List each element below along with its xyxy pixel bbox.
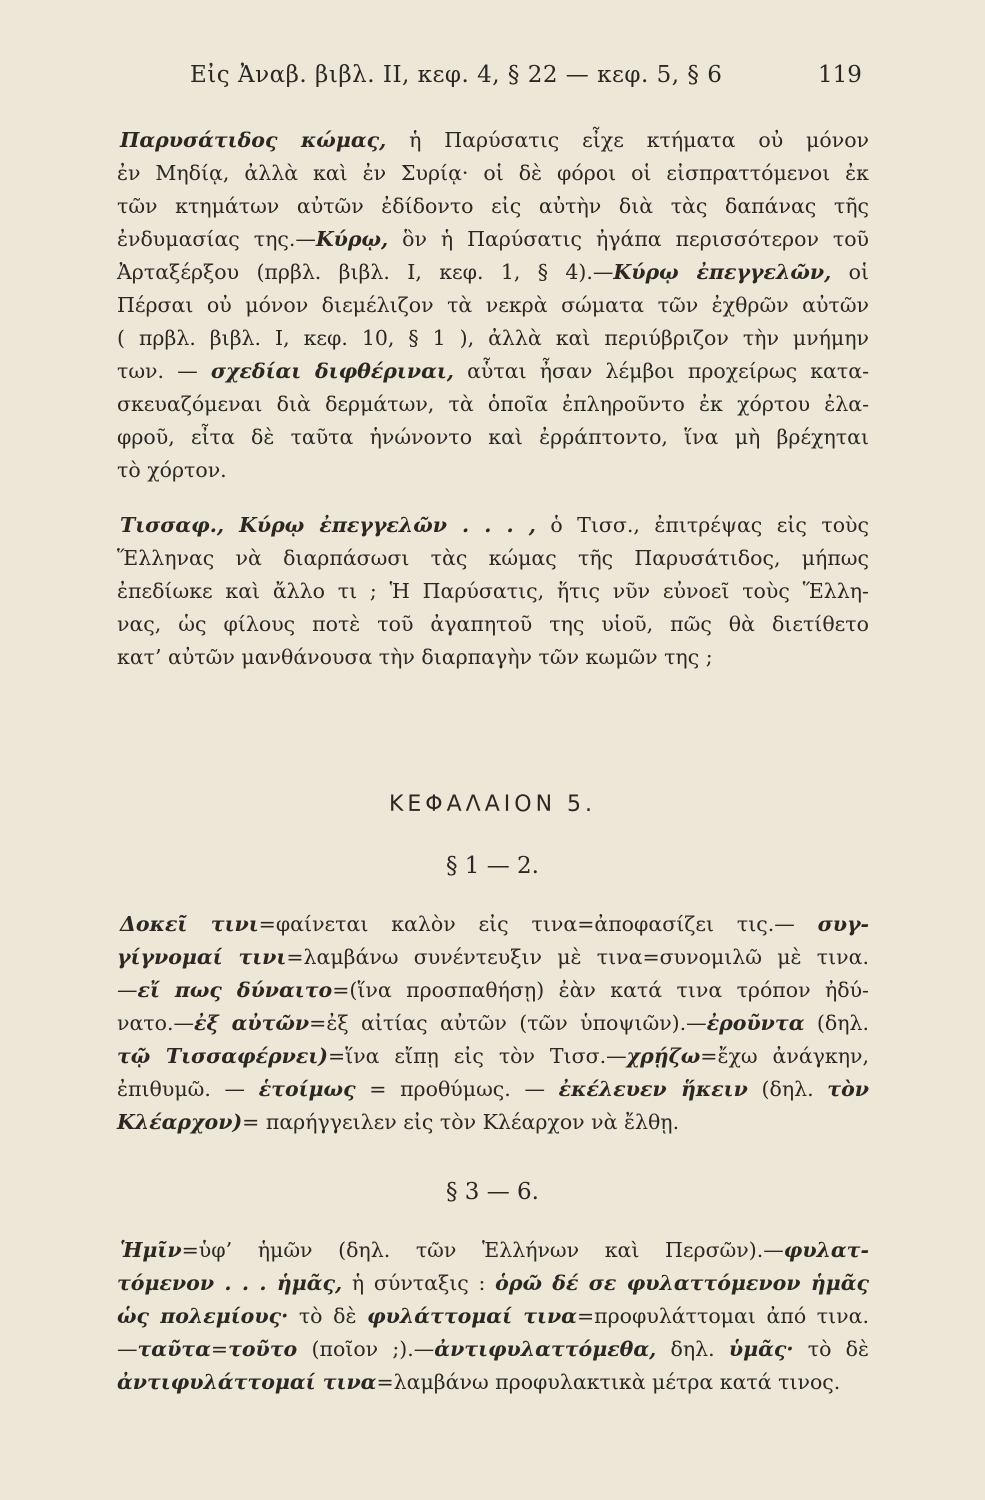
text-line: ἀντιφυλάττομαί τινα=λαμβάνω προφυλακτικὰ μέτρα κατά τινος. <box>117 1370 841 1394</box>
chapter-title: ΚΕΦΑΛΑΙΟΝ 5. <box>388 792 597 817</box>
text-line: Κλέαρχον)= παρήγγειλεν εἰς τὸν Κλέαρχον νὰ ἔλθῃ. <box>117 1110 680 1134</box>
lemma: ἑτοίμως <box>258 1077 356 1101</box>
lemma: ἐκέλευεν ἥκειν <box>558 1077 748 1101</box>
text-line: ἐπεδίωκε καὶ ἄλλο τι ; Ἡ Παρύσατις, ἥτις νῦν εὐνοεῖ τοὺς Ἕλλη- <box>117 579 869 603</box>
text-line: Ἀρταξέρξου (πρβλ. βιβλ. I, κεφ. 1, § 4).—Κύρῳ ἐπεγγελῶν, οἱ <box>117 260 870 284</box>
section-heading-1: § 1 — 2. <box>445 853 539 879</box>
lemma: γίγνομαί τινι <box>117 945 287 969</box>
lemma: τῷ Τισσαφέρνει) <box>117 1044 328 1068</box>
lemma: σχεδίαι διφθέριναι, <box>210 359 454 383</box>
commentary-paragraph-1 <box>117 124 869 487</box>
glossary-paragraph-1 <box>117 908 869 1139</box>
text-line: τόμενον . . . ἡμᾶς, ἡ σύνταξις : ὁρῶ δέ σε φυλαττόμενον ἡμᾶς <box>117 1271 869 1295</box>
text-line: Τισσαφ., Κύρῳ ἐπεγγελῶν . . . , ὁ Τισσ., ἐπιτρέψας εἰς τοὺς <box>120 513 869 537</box>
lemma: ὑμᾶς· <box>728 1337 794 1361</box>
text-line: Παρυσάτιδος κώμας, ἡ Παρύσατις εἶχε κτήματα οὐ μόνον <box>120 128 869 152</box>
lemma: συγ- <box>817 912 869 936</box>
lemma: εἴ πως δύναιτο <box>137 978 333 1002</box>
lemma: Κύρῳ ἐπεγγελῶν, <box>613 260 832 284</box>
lemma: ἀντιφυλάττομαί τινα <box>117 1370 377 1394</box>
text-line: φροῦ, εἶτα δὲ ταῦτα ἡνώνοντο καὶ ἐρράπτοντο, ἵνα μὴ βρέχηται <box>117 425 869 449</box>
text-line: νατο.—ἐξ αὐτῶν=ἐξ αἰτίας αὐτῶν (τῶν ὑποψιῶν).—ἐροῦντα (δηλ. <box>117 1011 869 1035</box>
lemma: χρῄζω <box>626 1044 701 1068</box>
running-title: Εἰς Ἀναβ. βιβλ. II, κεφ. 4, § 22 — κεφ. 5, § 6 <box>190 62 723 88</box>
lemma: Τισσαφ., Κύρῳ ἐπεγγελῶν . . . , <box>120 513 536 537</box>
text-line: Δοκεῖ τινι=φαίνεται καλὸν εἰς τινα=ἀποφασίζει τις.— συγ- <box>120 912 869 936</box>
text-line: νας, ὡς φίλους ποτὲ τοῦ ἀγαπητοῦ της υἱοῦ, πῶς θὰ διετίθετο <box>117 612 869 636</box>
text-line: τὸ χόρτον. <box>117 458 227 482</box>
lemma: Δοκεῖ τινι <box>120 912 259 936</box>
text-line: τῷ Τισσαφέρνει)=ἵνα εἴπῃ εἰς τὸν Τισσ.—χρῄζω=ἔχω ἀνάγκην, <box>117 1044 870 1068</box>
lemma: φυλατ- <box>783 1238 869 1262</box>
text-line: —ταῦτα=τοῦτο (ποῖον ;).—ἀντιφυλαττόμεθα, δηλ. ὑμᾶς· τὸ δὲ <box>117 1337 870 1361</box>
text-line: των. — σχεδίαι διφθέριναι, αὗται ἦσαν λέμβοι προχείρως κατα- <box>117 359 869 383</box>
lemma: ταῦτα <box>137 1337 211 1361</box>
glossary-paragraph-2 <box>117 1234 869 1399</box>
lemma: ἐξ αὐτῶν <box>194 1011 310 1035</box>
lemma: τὸν <box>827 1077 869 1101</box>
text-line: Πέρσαι οὐ μόνον διεμέλιζον τὰ νεκρὰ σώματα τῶν ἐχθρῶν αὐτῶν <box>117 293 869 317</box>
lemma: ἀντιφυλαττόμεθα, <box>434 1337 657 1361</box>
text-line: ὡς πολεμίους· τὸ δὲ φυλάττομαί τινα=προφυλάττομαι ἀπό τινα. <box>117 1304 869 1328</box>
lemma: Κύρῳ, <box>315 227 389 251</box>
lemma: ὁρῶ δέ σε φυλαττόμενον ἡμᾶς <box>495 1271 869 1295</box>
lemma: τόμενον . . . ἡμᾶς, <box>117 1271 343 1295</box>
lemma: τοῦτο <box>228 1337 298 1361</box>
page-number: 119 <box>818 62 862 88</box>
text-line: κατ’ αὐτῶν μανθάνουσα τὴν διαρπαγὴν τῶν κωμῶν της ; <box>117 645 713 669</box>
lemma: φυλάττομαί τινα <box>367 1304 577 1328</box>
text-line: ἐπιθυμῶ. — ἑτοίμως = προθύμως. — ἐκέλευεν ἥκειν (δηλ. τὸν <box>117 1077 869 1101</box>
page-header <box>0 62 985 102</box>
text-line: ( πρβλ. βιβλ. I, κεφ. 10, § 1 ), ἀλλὰ καὶ περιύβριζον τὴν μνήμην <box>117 326 869 350</box>
text-line: Ἕλληνας νὰ διαρπάσωσι τὰς κώμας τῆς Παρυσάτιδος, μήπως <box>117 546 869 570</box>
lemma: ὡς πολεμίους· <box>117 1304 289 1328</box>
text-line: Ἡμῖν=ὑφ’ ἡμῶν (δηλ. τῶν Ἑλλήνων καὶ Περσῶν).—φυλατ- <box>120 1238 869 1262</box>
text-line: ἐν Μηδίᾳ, ἀλλὰ καὶ ἐν Συρίᾳ· οἱ δὲ φόροι οἱ εἰσπραττόμενοι ἐκ <box>117 161 869 185</box>
text-line: σκευαζόμεναι διὰ δερμάτων, τὰ ὁποῖα ἐπληροῦντο ἐκ χόρτου ἐλα- <box>117 392 869 416</box>
section-heading-2: § 3 — 6. <box>445 1179 539 1205</box>
lemma: ἐροῦντα <box>706 1011 805 1035</box>
commentary-paragraph-2 <box>117 509 869 674</box>
lemma: Κλέαρχον) <box>117 1110 243 1134</box>
text-line: —εἴ πως δύναιτο=(ἵνα προσπαθήσῃ) ἐὰν κατά τινα τρόπον ἠδύ- <box>117 978 869 1002</box>
text-line: γίγνομαί τινι=λαμβάνω συνέντευξιν μὲ τινα=συνομιλῶ μὲ τινα. <box>117 945 870 969</box>
lemma: Παρυσάτιδος κώμας, <box>120 128 387 152</box>
text-line: τῶν κτημάτων αὐτῶν ἐδίδοντο εἰς αὐτὴν διὰ τὰς δαπάνας τῆς <box>117 194 869 218</box>
text-line: ἐνδυμασίας της.—Κύρῳ, ὃν ἡ Παρύσατις ἠγάπα περισσότερον τοῦ <box>117 227 869 251</box>
lemma: Ἡμῖν <box>120 1238 182 1262</box>
